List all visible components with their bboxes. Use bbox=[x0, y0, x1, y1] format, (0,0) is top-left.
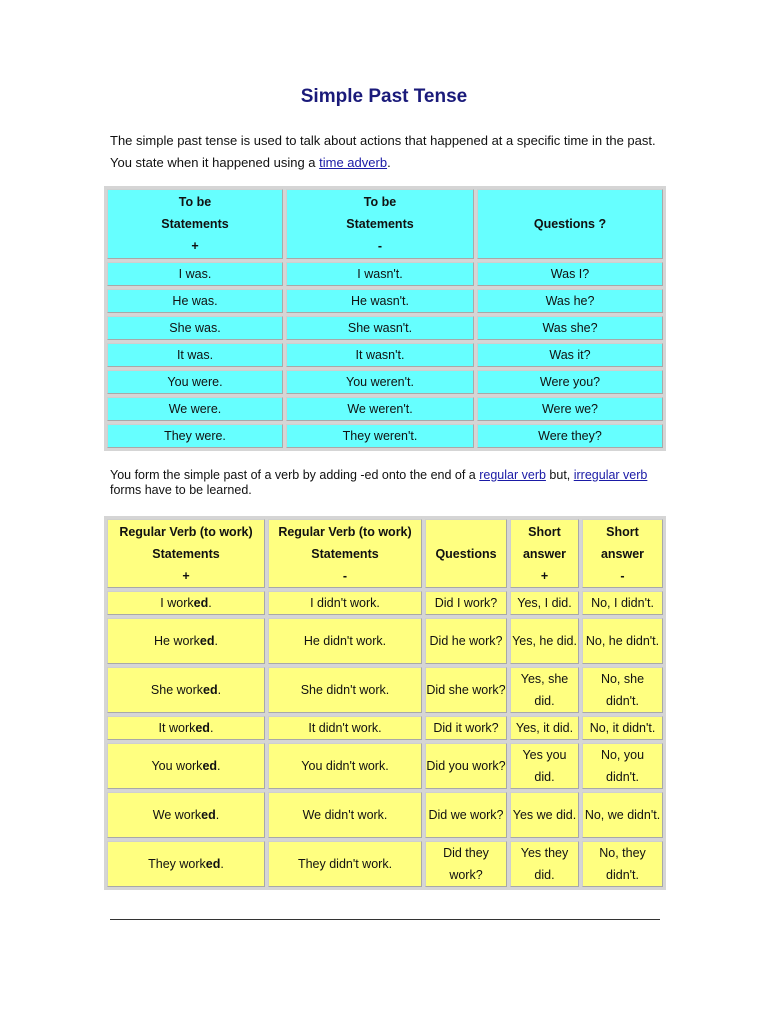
cell-text: . bbox=[217, 683, 222, 697]
cell-text: . bbox=[217, 759, 221, 773]
table-cell bbox=[107, 743, 265, 789]
header-cell bbox=[510, 519, 579, 588]
table-cell: Did they work? bbox=[425, 841, 507, 887]
table-cell: It didn't work. bbox=[268, 716, 422, 740]
cell-text: He work bbox=[154, 634, 200, 648]
table-cell: Yes, it did. bbox=[510, 716, 579, 740]
table-cell: She didn't work. bbox=[268, 667, 422, 713]
table-row bbox=[107, 716, 663, 740]
table-cell: Did we work? bbox=[425, 792, 507, 838]
table-cell: You didn't work. bbox=[268, 743, 422, 789]
para2-text: but, bbox=[545, 468, 574, 482]
table-cell: Did you work? bbox=[425, 743, 507, 789]
table-cell: Did it work? bbox=[425, 716, 507, 740]
table-cell: We didn't work. bbox=[268, 792, 422, 838]
table-cell: They didn't work. bbox=[268, 841, 422, 887]
table-row bbox=[107, 792, 663, 838]
table-cell: He was. bbox=[107, 289, 283, 313]
table-row bbox=[107, 370, 663, 394]
ed-suffix: ed bbox=[199, 634, 215, 648]
regular-verb-paragraph bbox=[110, 468, 670, 498]
cell-text: I work bbox=[160, 596, 194, 610]
intro-text: The simple past tense is used to talk about actions that happened at a specific time in the past. You state when it happened using a bbox=[110, 133, 656, 170]
regular-verb-link[interactable]: regular verb bbox=[479, 468, 546, 482]
header-cell bbox=[582, 519, 663, 588]
table-cell: Yes, she did. bbox=[510, 667, 579, 713]
header-line: To be bbox=[363, 195, 397, 209]
table-cell: I didn't work. bbox=[268, 591, 422, 615]
ed-suffix: ed bbox=[193, 596, 209, 610]
table-row bbox=[107, 397, 663, 421]
header-line: + bbox=[182, 568, 190, 583]
table-cell: It was. bbox=[107, 343, 283, 367]
table-row bbox=[107, 667, 663, 713]
table-row bbox=[107, 841, 663, 887]
table-cell: I was. bbox=[107, 262, 283, 286]
cell-text: . bbox=[208, 596, 212, 610]
table-cell: Yes they did. bbox=[510, 841, 579, 887]
time-adverb-link[interactable]: time adverb bbox=[319, 155, 388, 170]
table-row bbox=[107, 591, 663, 615]
header-line: Statements bbox=[152, 546, 220, 561]
table-cell bbox=[107, 792, 265, 838]
ed-suffix: ed bbox=[205, 857, 221, 871]
cell-text: It work bbox=[158, 721, 196, 735]
header-line: Questions bbox=[435, 546, 497, 561]
header-line: + bbox=[191, 239, 199, 253]
header-line: - bbox=[342, 568, 348, 583]
table-cell: Were they? bbox=[477, 424, 663, 448]
header-cell bbox=[286, 189, 474, 259]
header-line: Questions ? bbox=[533, 217, 607, 231]
table-cell bbox=[107, 667, 265, 713]
ed-suffix: ed bbox=[203, 683, 218, 697]
header-line: Statements bbox=[161, 217, 229, 231]
table-cell: They were. bbox=[107, 424, 283, 448]
para2-text: forms have to be learned. bbox=[110, 483, 252, 497]
table-cell bbox=[107, 841, 265, 887]
table-cell: Was it? bbox=[477, 343, 663, 367]
header-cell bbox=[107, 519, 265, 588]
table-cell: I wasn't. bbox=[286, 262, 474, 286]
table-cell: Yes we did. bbox=[510, 792, 579, 838]
table-cell: You were. bbox=[107, 370, 283, 394]
table-row bbox=[107, 424, 663, 448]
cell-text: You work bbox=[151, 759, 203, 773]
para2-text: You form the simple past of a verb by adding -ed onto the end of a bbox=[110, 468, 480, 482]
ed-suffix: ed bbox=[195, 721, 210, 735]
regular-verb-table bbox=[104, 516, 666, 890]
cell-text: We work bbox=[152, 808, 202, 822]
table-cell: They weren't. bbox=[286, 424, 474, 448]
table-row bbox=[107, 289, 663, 313]
horizontal-rule bbox=[110, 919, 660, 920]
table-cell: Was I? bbox=[477, 262, 663, 286]
page-title: Simple Past Tense bbox=[300, 86, 468, 107]
header-line: Short bbox=[606, 524, 639, 539]
header-line: To be bbox=[178, 195, 212, 209]
header-cell bbox=[107, 189, 283, 259]
table-cell: You weren't. bbox=[286, 370, 474, 394]
header-line: Regular Verb (to work) bbox=[278, 524, 412, 539]
cell-text: . bbox=[220, 857, 224, 871]
table-cell: Were you? bbox=[477, 370, 663, 394]
header-cell bbox=[477, 189, 663, 259]
table-cell: No, you didn't. bbox=[582, 743, 663, 789]
header-line: Short bbox=[528, 524, 561, 539]
table-cell: It wasn't. bbox=[286, 343, 474, 367]
header-cell bbox=[268, 519, 422, 588]
table-cell bbox=[107, 716, 265, 740]
table-row bbox=[107, 343, 663, 367]
table-cell: Did I work? bbox=[425, 591, 507, 615]
table-cell: Yes you did. bbox=[510, 743, 579, 789]
table-cell: No, we didn't. bbox=[582, 792, 663, 838]
header-line: Statements bbox=[346, 217, 414, 231]
table-cell: He didn't work. bbox=[268, 618, 422, 664]
cell-text: . bbox=[214, 634, 218, 648]
table-cell: No, they didn't. bbox=[582, 841, 663, 887]
table-cell: Yes, I did. bbox=[510, 591, 579, 615]
irregular-verb-link[interactable]: irregular verb bbox=[573, 468, 648, 482]
header-line: + bbox=[540, 568, 549, 583]
table-cell: No, it didn't. bbox=[582, 716, 663, 740]
table-cell: Was he? bbox=[477, 289, 663, 313]
table-row bbox=[107, 262, 663, 286]
table-header-row bbox=[107, 189, 663, 259]
table-row bbox=[107, 743, 663, 789]
table-cell: Were we? bbox=[477, 397, 663, 421]
header-line: - bbox=[620, 568, 625, 583]
ed-suffix: ed bbox=[201, 808, 216, 822]
table-row bbox=[107, 618, 663, 664]
table-cell bbox=[107, 591, 265, 615]
table-row bbox=[107, 316, 663, 340]
cell-text: . bbox=[209, 721, 214, 735]
header-line: answer bbox=[522, 546, 567, 561]
table-cell: Yes, he did. bbox=[510, 618, 579, 664]
cell-text: They work bbox=[148, 857, 206, 871]
table-cell: Did he work? bbox=[425, 618, 507, 664]
table-cell: Did she work? bbox=[425, 667, 507, 713]
header-line: - bbox=[377, 239, 383, 253]
table-cell bbox=[107, 618, 265, 664]
table-cell: We were. bbox=[107, 397, 283, 421]
header-line: Statements bbox=[311, 546, 379, 561]
intro-text-end: . bbox=[387, 155, 391, 170]
intro-paragraph bbox=[110, 130, 670, 174]
cell-text: . bbox=[215, 808, 220, 822]
header-line: answer bbox=[600, 546, 645, 561]
table-cell: He wasn't. bbox=[286, 289, 474, 313]
table-cell: Was she? bbox=[477, 316, 663, 340]
table-cell: She wasn't. bbox=[286, 316, 474, 340]
to-be-table bbox=[104, 186, 666, 451]
table-cell: No, I didn't. bbox=[582, 591, 663, 615]
table-cell: She was. bbox=[107, 316, 283, 340]
table-header-row bbox=[107, 519, 663, 588]
header-cell bbox=[425, 519, 507, 588]
table-cell: We weren't. bbox=[286, 397, 474, 421]
header-line: Regular Verb (to work) bbox=[119, 524, 253, 539]
cell-text: She work bbox=[150, 683, 204, 697]
table-cell: No, she didn't. bbox=[582, 667, 663, 713]
table-cell: No, he didn't. bbox=[582, 618, 663, 664]
ed-suffix: ed bbox=[202, 759, 218, 773]
